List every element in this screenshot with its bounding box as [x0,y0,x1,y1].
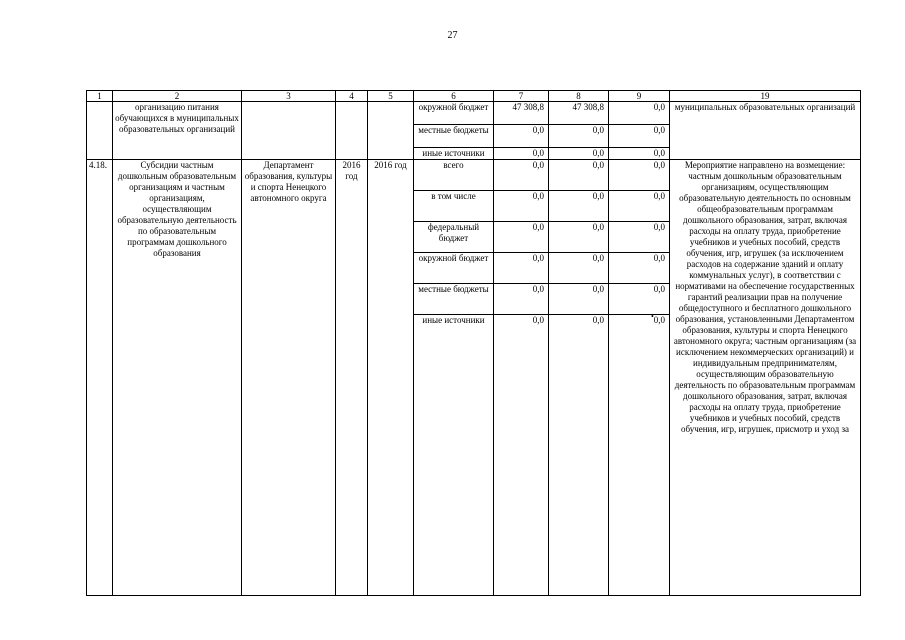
year-start-cell [336,102,368,160]
table-row [87,160,861,191]
header-cell: 2 [113,91,242,102]
value-cell: 0,0 [609,222,670,253]
value-cell: 0,0 [494,253,549,284]
value-cell: 0,0 [609,125,670,148]
value-cell: 0,0 [494,284,549,315]
funding-source-cell: иные источники [414,148,494,160]
header-cell: 19 [670,91,861,102]
stray-mark: • [651,312,654,321]
value-cell: 0,0 [549,253,609,284]
value-cell: 0,0 [609,253,670,284]
value-cell: 0,0 [609,315,670,596]
year-end-cell: 2016 год [368,160,414,596]
item-number-cell: 4.18. [87,160,113,596]
value-cell: 0,0 [494,125,549,148]
value-cell: 47 308,8 [549,102,609,125]
note-cell: Мероприятие направлено на возмещение: частным дошкольным образовательным организациям, осуществляющим образовательную деятельность по основным общеобразовательным программам дошкольного образования, затрат, включая расходы на оплату труда, приобретение учебников и учебных пособий, средств обучения, игр, игрушек (за исключением расходов на содержание зданий и оплату коммунальных услуг), в соответствии с нормативами на обеспечение государственных гарантий реализации прав на получение общедоступного и бесплатного дошкольного образования, установленными Департаментом образования, культуры и спорта Ненецкого автономного округа; частным организациям (за исключением некоммерческих организаций) и индивидуальным предпринимателям, осуществляющим образовательную деятельность по образовательным программам дошкольного образования, затрат, включая расходы на оплату труда, приобретение учебников и учебных пособий, средств обучения, игр, игрушек, присмотр и уход за [670,160,861,596]
table-row [87,102,861,125]
value-cell: 0,0 [549,191,609,222]
value-cell: 0,0 [549,315,609,596]
header-row [87,91,861,102]
header-cell: 8 [549,91,609,102]
header-cell: 7 [494,91,549,102]
value-cell: 0,0 [549,160,609,191]
header-cell: 6 [414,91,494,102]
value-cell: 0,0 [609,102,670,125]
item-number-cell [87,102,113,160]
value-cell: 0,0 [549,125,609,148]
page-number: 27 [447,30,458,41]
funding-source-cell: местные бюджеты [414,125,494,148]
budget-table [86,90,861,596]
value-cell: 0,0 [494,148,549,160]
funding-source-cell: окружной бюджет [414,102,494,125]
funding-source-cell: в том числе [414,191,494,222]
header-cell: 5 [368,91,414,102]
value-cell: 0,0 [494,222,549,253]
executor-cell: Департамент образования, культуры и спорта Ненецкого автономного округа [242,160,336,596]
value-cell: 0,0 [494,191,549,222]
item-name-cell: организацию питания обучающихся в муниципальных образовательных организаций [113,102,242,160]
value-cell: 47 308,8 [494,102,549,125]
header-cell: 3 [242,91,336,102]
executor-cell [242,102,336,160]
value-cell: 0,0 [549,222,609,253]
funding-source-cell: федеральный бюджет [414,222,494,253]
item-name-cell: Субсидии частным дошкольным образовательным организациям и частным организациям, осуществляющим образовательную деятельность по образовательным программам дошкольного образования [113,160,242,596]
year-end-cell [368,102,414,160]
year-start-cell: 2016 год [336,160,368,596]
funding-source-cell: иные источники [414,315,494,596]
value-cell: 0,0 [609,148,670,160]
header-cell: 4 [336,91,368,102]
value-cell: 0,0 [609,160,670,191]
value-cell: 0,0 [494,315,549,596]
header-cell: 9 [609,91,670,102]
value-cell: 0,0 [549,284,609,315]
funding-source-cell: местные бюджеты [414,284,494,315]
funding-source-cell: окружной бюджет [414,253,494,284]
value-cell: 0,0 [549,148,609,160]
value-cell: 0,0 [609,191,670,222]
funding-source-cell: всего [414,160,494,191]
header-cell: 1 [87,91,113,102]
value-cell: 0,0 [609,284,670,315]
note-cell: муниципальных образовательных организаций [670,102,861,160]
value-cell: 0,0 [494,160,549,191]
